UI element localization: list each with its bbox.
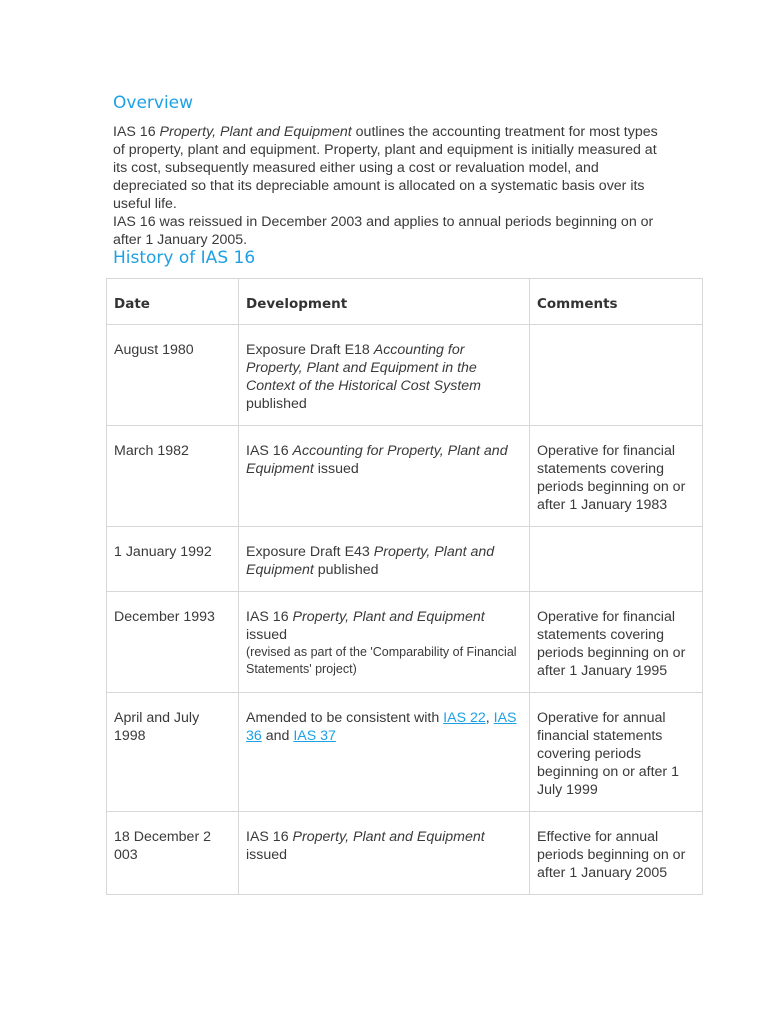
development-prefix: IAS 16: [246, 609, 293, 625]
separator-and: and: [261, 728, 294, 744]
date-cell: 18 December 2 003: [107, 812, 239, 895]
table-row: [107, 426, 703, 527]
ias-37-link[interactable]: IAS 37: [293, 728, 336, 744]
date-cell: March 1982: [107, 426, 239, 527]
table-header-row: [107, 279, 703, 325]
development-note: (revised as part of the 'Comparability of Financial Statements' project): [246, 645, 517, 676]
development-cell: [239, 592, 530, 693]
development-cell: [239, 426, 530, 527]
development-suffix: published: [313, 562, 379, 578]
development-title: Accounting for Property, Plant and Equipment: [246, 443, 508, 477]
separator-comma: ,: [485, 710, 494, 726]
development-suffix: issued: [246, 847, 288, 863]
comments-cell: [530, 325, 703, 426]
development-cell: [239, 693, 530, 812]
comments-cell: Effective for annual periods beginning on or after 1 January 2005: [530, 812, 703, 895]
history-table: [106, 278, 703, 895]
table-row: [107, 325, 703, 426]
development-suffix: published: [246, 396, 307, 412]
date-cell: April and July 1998: [107, 693, 239, 812]
table-row: [107, 693, 703, 812]
column-header-comments: Comments: [530, 279, 703, 325]
development-cell: [239, 812, 530, 895]
comments-cell: Operative for financial statements covering periods beginning on or after 1 January 1995: [530, 592, 703, 693]
development-suffix: issued: [313, 461, 359, 477]
development-cell: [239, 527, 530, 592]
development-title: Property, Plant and Equipment: [246, 544, 495, 578]
overview-p1-rest: outlines the accounting treatment for most types of property, plant and equipment. Property, plant and equipment is initially measured at its cost, subsequently measured either using a cost or revaluation model, and depreciated so that its depreciable amount is allocated on a systematic basis over its useful life.: [113, 124, 658, 212]
table-row: [107, 592, 703, 693]
table-row: [107, 812, 703, 895]
development-suffix: issued: [246, 627, 288, 643]
development-prefix: IAS 16: [246, 829, 293, 845]
development-prefix: IAS 16: [246, 443, 293, 459]
history-heading: History of IAS 16: [113, 248, 256, 268]
overview-text: [113, 123, 673, 249]
development-title: Accounting for Property, Plant and Equipment in the Context of the Historical Cost System: [246, 342, 481, 394]
column-header-development: Development: [239, 279, 530, 325]
development-title: Property, Plant and Equipment: [292, 829, 485, 845]
overview-heading: Overview: [113, 93, 194, 113]
development-cell: [239, 325, 530, 426]
overview-paragraph-1: [113, 123, 673, 213]
date-cell: 1 January 1992: [107, 527, 239, 592]
column-header-date: Date: [107, 279, 239, 325]
comments-cell: Operative for financial statements covering periods beginning on or after 1 January 1983: [530, 426, 703, 527]
development-prefix: Exposure Draft E43: [246, 544, 374, 560]
ias-36-link[interactable]: IAS 36: [246, 710, 517, 744]
table-row: [107, 527, 703, 592]
date-cell: December 1993: [107, 592, 239, 693]
date-cell: August 1980: [107, 325, 239, 426]
overview-p1-italic: Property, Plant and Equipment: [159, 124, 352, 140]
development-text: Amended to be consistent with: [246, 710, 444, 726]
development-title: Property, Plant and Equipment: [292, 609, 485, 625]
overview-p1-prefix: IAS 16: [113, 124, 160, 140]
comments-cell: Operative for annual financial statements covering periods beginning on or after 1 July 1999: [530, 693, 703, 812]
overview-paragraph-2: IAS 16 was reissued in December 2003 and applies to annual periods beginning on or after 1 January 2005.: [113, 214, 654, 248]
ias-22-link[interactable]: IAS 22: [443, 710, 486, 726]
development-prefix: Exposure Draft E18: [246, 342, 374, 358]
comments-cell: [530, 527, 703, 592]
